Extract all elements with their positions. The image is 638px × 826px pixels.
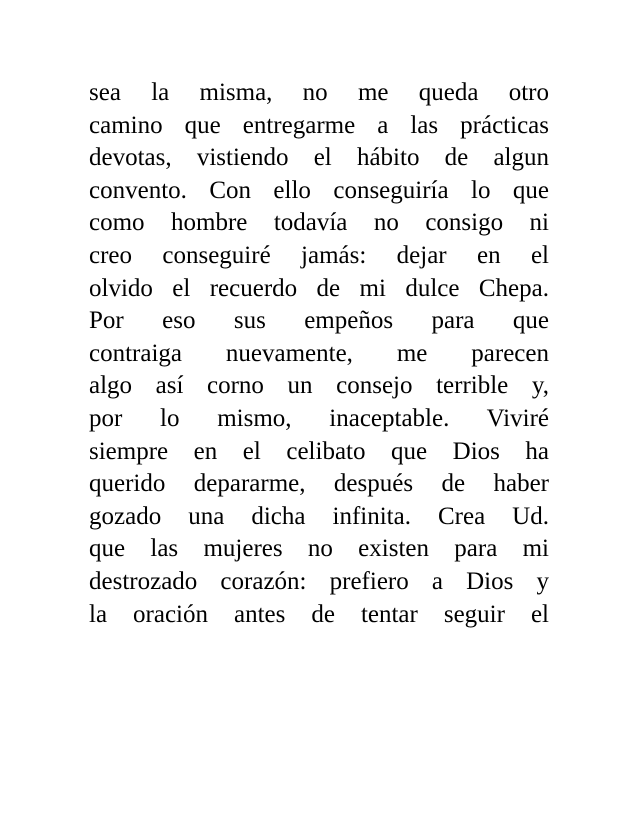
text-line: olvido el recuerdo de mi dulce Chepa.	[89, 274, 549, 302]
text-line: que las mujeres no existen para mi	[89, 535, 549, 563]
text-line: la oración antes de tentar seguir el	[89, 600, 549, 628]
text-line: siempre en el celibato que Dios ha	[89, 437, 549, 465]
text-line: camino que entregarme a las prácticas	[89, 111, 549, 139]
text-line: sea la misma, no me queda otro	[89, 79, 549, 106]
text-line: como hombre todavía no consigo ni	[89, 209, 549, 237]
text-line: convento. Con ello conseguiría lo que	[89, 176, 549, 204]
text-line: contraiga nuevamente, me parecen	[89, 339, 549, 367]
body-text	[89, 77, 549, 631]
text-line: destrozado corazón: prefiero a Dios y	[89, 567, 549, 595]
text-line: creo conseguiré jamás: dejar en el	[89, 241, 549, 269]
text-line: querido depararme, después de haber	[89, 470, 549, 498]
text-line: Por eso sus empeños para que	[89, 307, 549, 335]
text-line: algo así corno un consejo terrible y,	[89, 372, 549, 400]
text-line: devotas, vistiendo el hábito de algun	[89, 144, 549, 172]
text-line: gozado una dicha infinita. Crea Ud.	[89, 502, 549, 530]
text-line: por lo mismo, inaceptable. Viviré	[89, 404, 549, 432]
